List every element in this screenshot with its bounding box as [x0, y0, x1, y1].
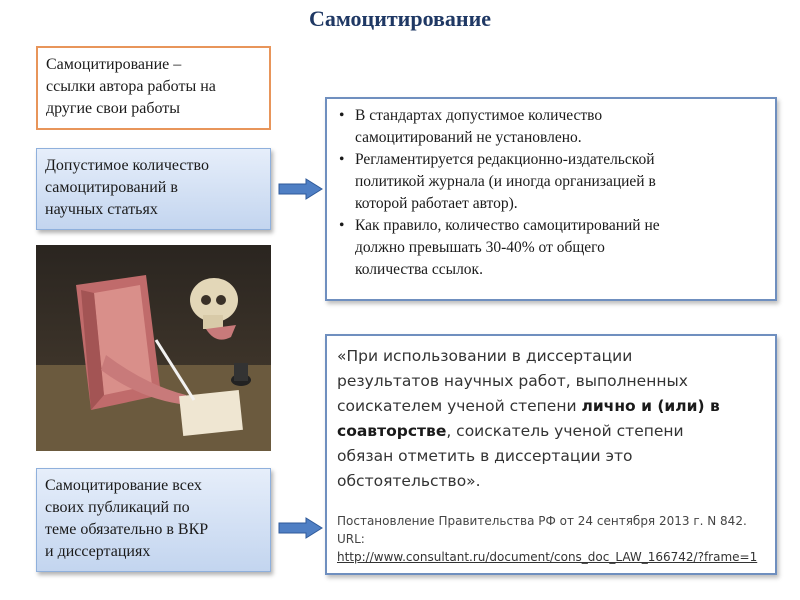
bullet-line: количества ссылок. — [355, 261, 483, 278]
bullet-line: политикой журнала (и иногда организацией в — [355, 173, 656, 190]
publications-line: своих публикаций по — [45, 499, 190, 516]
bullet: • — [339, 107, 345, 124]
list-item — [335, 105, 765, 149]
right-arrow-icon — [278, 178, 324, 200]
list-item — [335, 215, 765, 281]
rules-box — [325, 97, 777, 301]
bullet-line: В стандартах допустимое количество — [355, 107, 603, 124]
allowed-count-line: самоцитирований в — [45, 179, 178, 196]
quote-line: обязан отметить в диссертации это — [337, 447, 633, 465]
allowed-count-line: научных статьях — [45, 201, 158, 218]
definition-line: другие свои работы — [46, 100, 181, 117]
definition-line: ссылки автора работы на — [46, 78, 216, 95]
list-item — [335, 149, 765, 215]
definition-line: Самоцитирование – — [46, 56, 182, 73]
quote-emphasis: лично и (или) в — [581, 397, 720, 415]
source-text: Постановление Правительства РФ от 24 сентября 2013 г. N 842. URL: — [337, 514, 747, 546]
bullet: • — [339, 217, 345, 234]
page-title: Самоцитирование — [308, 6, 492, 31]
bullet: • — [339, 151, 345, 168]
source-citation — [337, 512, 763, 566]
source-link[interactable]: http://www.consultant.ru/document/cons_doc_LAW_166742/?frame=1 — [337, 550, 758, 564]
skull-book-writer-illustration — [36, 245, 271, 451]
quote-text — [337, 344, 763, 494]
dissertation-quote-box — [325, 334, 777, 575]
publications-line: и диссертациях — [45, 543, 151, 560]
publications-line: Самоцитирование всех — [45, 477, 202, 494]
bullet-line: которой работает автор). — [355, 195, 518, 212]
quote-emphasis: соавторстве — [337, 422, 447, 440]
publications-box — [36, 468, 271, 572]
definition-box — [36, 46, 271, 130]
bullet-line: Как правило, количество самоцитирований не — [355, 217, 660, 234]
quote-line — [337, 419, 763, 444]
bullet-line: Регламентируется редакционно-издательской — [355, 151, 655, 168]
quote-line — [337, 394, 763, 419]
quote-fragment: соискателем ученой степени — [337, 397, 582, 415]
quote-line: результатов научных работ, выполненных — [337, 372, 688, 390]
quote-line: «При использовании в диссертации — [337, 347, 633, 365]
quote-line: обстоятельство». — [337, 472, 481, 490]
rules-list — [335, 105, 765, 281]
allowed-count-box — [36, 148, 271, 230]
right-arrow-icon — [278, 517, 324, 539]
bullet-line: самоцитирований не установлено. — [355, 129, 582, 146]
allowed-count-line: Допустимое количество — [45, 157, 209, 174]
bullet-line: должно превышать 30-40% от общего — [355, 239, 605, 256]
publications-line: теме обязательно в ВКР — [45, 521, 209, 538]
quote-fragment: , соискатель ученой степени — [446, 422, 684, 440]
